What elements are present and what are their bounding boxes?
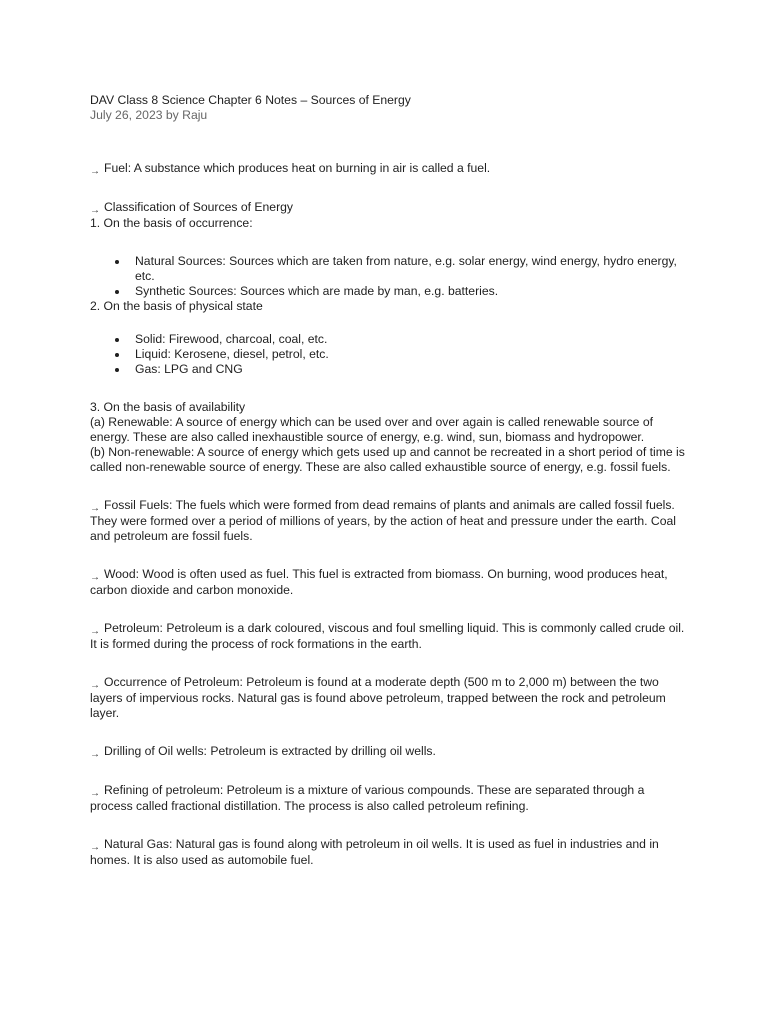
document-page	[90, 93, 690, 868]
physical-state-list	[90, 332, 690, 377]
occurrence-note: → Occurrence of Petroleum: Petroleum is found at a moderate depth (500 m to 2,000 m) between the two layers of impervious rocks. Natural gas is found above petroleum, trapped between the rock and petroleum layer.	[90, 675, 666, 720]
list-item: Natural Sources: Sources which are taken from nature, e.g. solar energy, wind energy, hydro energy, etc.	[135, 254, 690, 284]
arrow-icon: →	[90, 680, 100, 691]
natural-gas-note: → Natural Gas: Natural gas is found along with petroleum in oil wells. It is used as fuel in industries and in homes. It is also used as automobile fuel.	[90, 837, 659, 867]
fuel-note	[90, 161, 690, 177]
petroleum-note: → Petroleum: Petroleum is a dark coloured, viscous and foul smelling liquid. This is commonly called crude oil. It is formed during the process of rock formations in the earth.	[90, 621, 685, 651]
arrow-icon: →	[90, 788, 100, 799]
arrow-icon: →	[90, 626, 100, 637]
byline: July 26, 2023 by Raju	[90, 108, 208, 122]
arrow-icon: →	[90, 166, 100, 177]
nonrenewable-text: (b) Non-renewable: A source of energy which gets used up and cannot be recreated in a short period of time is called non-renewable source of energy. These are also called exhaustible source of energy, e.g. fossil fuels.	[90, 445, 685, 474]
fuel-text: Fuel: A substance which produces heat on burning in air is called a fuel.	[104, 161, 491, 175]
list-item: Gas: LPG and CNG	[135, 362, 690, 377]
classification-heading: → Classification of Sources of Energy	[90, 200, 293, 216]
renewable-text: (a) Renewable: A source of energy which can be used over and over again is called renewable source of energy. These are also called inexhaustible source of energy, e.g. wind, sun, biomass and hydropower.	[90, 415, 653, 444]
arrow-icon: →	[90, 749, 100, 760]
list-item: Synthetic Sources: Sources which are made by man, e.g. batteries.	[135, 284, 690, 299]
basis-physical-state: 2. On the basis of physical state	[90, 299, 263, 313]
fossil-fuels-note: → Fossil Fuels: The fuels which were formed from dead remains of plants and animals are called fossil fuels. They were formed over a period of millions of years, by the action of heat and pressure under the earth. Coal and petroleum are fossil fuels.	[90, 498, 676, 543]
arrow-icon: →	[90, 205, 100, 216]
refining-note: → Refining of petroleum: Petroleum is a mixture of various compounds. These are separated through a process called fractional distillation. The process is also called petroleum refining.	[90, 783, 645, 813]
drilling-note: → Drilling of Oil wells: Petroleum is extracted by drilling oil wells.	[90, 744, 436, 760]
list-item: Solid: Firewood, charcoal, coal, etc.	[135, 332, 690, 347]
arrow-icon: →	[90, 503, 100, 514]
arrow-icon: →	[90, 842, 100, 853]
basis-occurrence: 1. On the basis of occurrence:	[90, 216, 253, 230]
page-title: DAV Class 8 Science Chapter 6 Notes – Sources of Energy	[90, 93, 411, 107]
wood-note: → Wood: Wood is often used as fuel. This fuel is extracted from biomass. On burning, wood produces heat, carbon dioxide and carbon monoxide.	[90, 567, 668, 597]
basis-availability: 3. On the basis of availability	[90, 400, 246, 414]
occurrence-list	[90, 254, 690, 299]
arrow-icon: →	[90, 572, 100, 583]
list-item: Liquid: Kerosene, diesel, petrol, etc.	[135, 347, 690, 362]
